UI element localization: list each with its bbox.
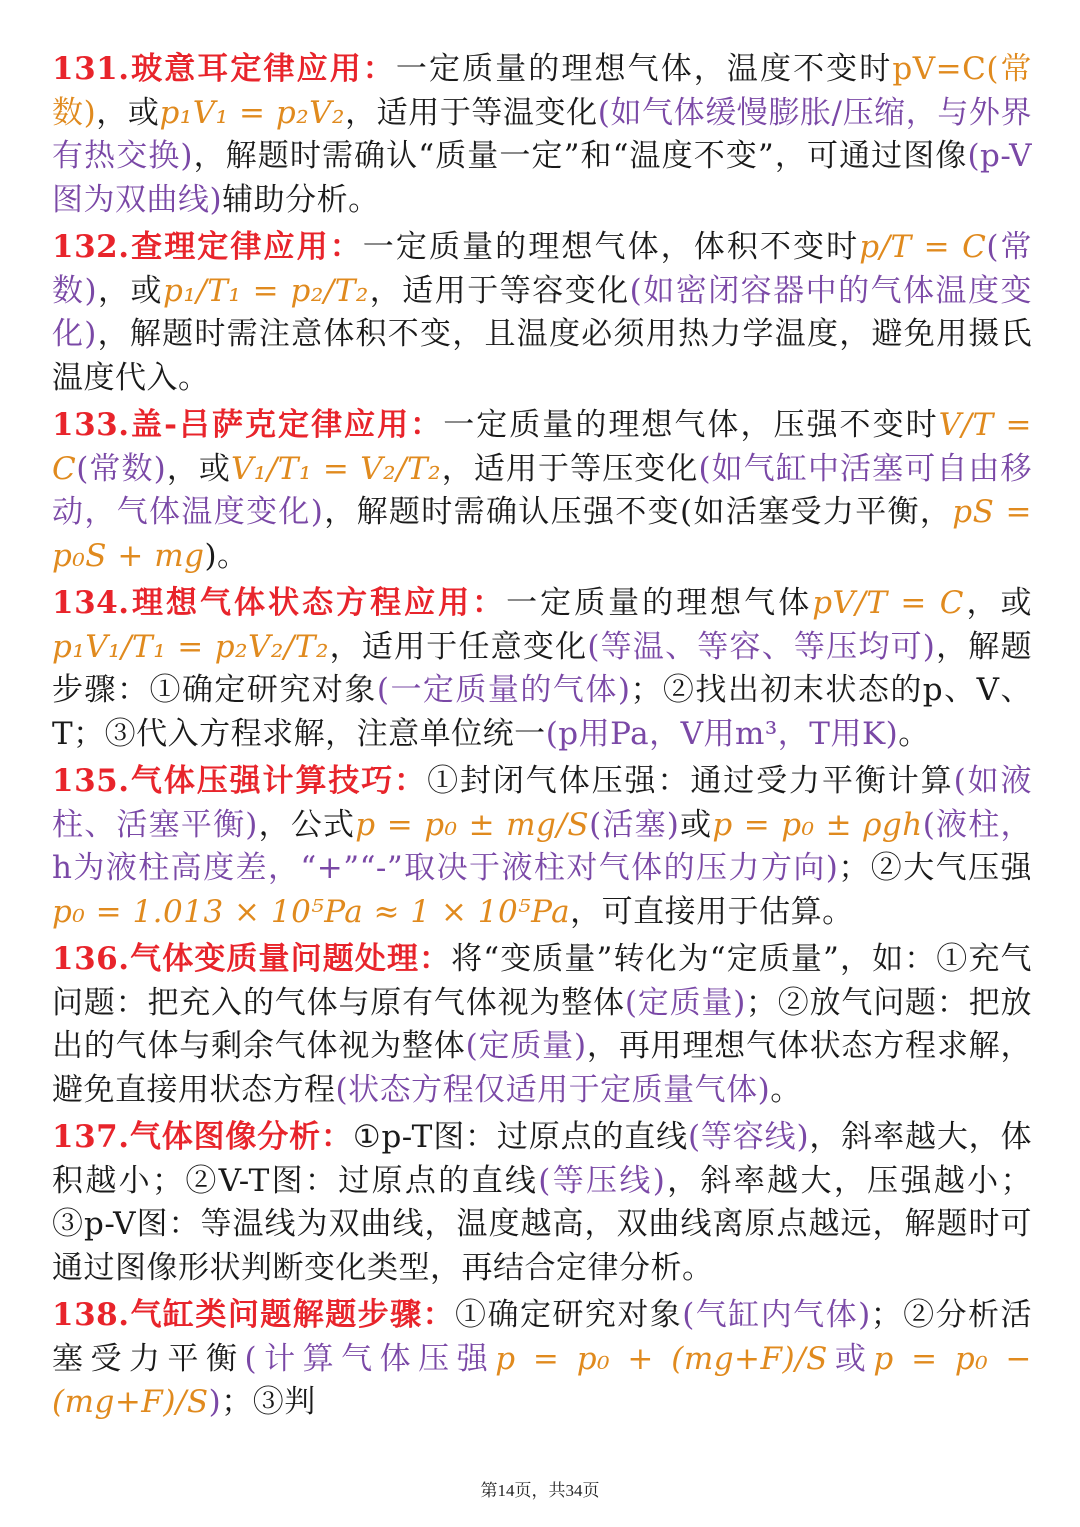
formula: p₁/T₁ = p₂/T₂ [163,272,369,309]
note-text: (状态方程仅适用于定质量气体) [335,1071,771,1108]
body-text: 一定质量的理想气体，压强不变时 [443,407,939,443]
body-text: 将“变质量”转化为“定质量”，如：①充气问题：把充入的气体与原有气体视为整体 [52,941,1032,1021]
body-text: ，适用于等容变化 [368,272,630,309]
body-text: ，或 [166,450,232,487]
item-title: 查理定律应用： [129,229,363,265]
body-text: 一定质量的理想气体，体积不变时 [362,229,860,265]
note-text: (等容线) [687,1119,810,1155]
body-text: 一定质量的理想气体，温度不变时 [395,51,893,87]
body-text: ，或 [96,94,160,131]
note-text: (液柱，h为液柱高度差，“+”“-”取决于液柱对气体的压力方向) [52,806,1032,886]
note-text: (等温、等容、等压均可) [587,628,936,665]
body-text: ，解题时需确认压强不变(如活塞受力平衡， [323,494,953,530]
body-text: ①封闭气体压强：通过受力平衡计算 [427,763,954,799]
body-text: 一定质量的理想气体 [506,585,813,621]
body-text: ，公式 [257,806,356,843]
body-text: ，斜率越大，体积越小；②V-T图：过原点的直线 [52,1119,1033,1199]
body-text: 或 [679,806,713,843]
item-135 [52,760,1032,934]
item-title: 气体图像分析： [129,1119,353,1155]
formula: p₀ = 1.013 × 10⁵Pa ≈ 1 × 10⁵Pa [52,893,571,930]
note-text: (气缸内气体) [682,1297,871,1333]
body-text: ；②找出初末状态的p、V、T；③代入方程求解，注意单位统一 [52,672,1032,752]
body-text: ，适用于等温变化 [344,94,598,131]
body-text: ，适用于等压变化 [441,450,699,487]
item-number: 136. [52,941,130,977]
body-text: pV=C(常数) [52,51,1033,131]
note-text: (计算气体压强 [244,1340,496,1377]
body-text: ，可直接用于估算。 [570,893,854,930]
item-136 [52,938,1032,1112]
item-131 [52,48,1032,222]
body-text: ①确定研究对象 [455,1297,683,1333]
item-137 [52,1116,1032,1290]
body-text: ；②分析活塞受力平衡 [52,1297,1033,1377]
formula: pS = p₀S + mg [52,494,1033,574]
page-footer: 第14页，共34页 [480,1481,600,1500]
formula: V/T = C [52,407,1033,487]
item-title: 理想气体状态方程应用： [129,585,507,621]
item-title: 气缸类问题解题步骤： [129,1297,456,1333]
body-text: ，解题时需确认“质量一定”和“温度不变”，可通过图像 [192,138,968,174]
item-title: 气体压强计算技巧： [129,763,428,799]
note-text: (定质量) [624,984,746,1021]
formula: V₁/T₁ = V₂/T₂ [231,450,442,487]
note-text: (等压线) [538,1162,666,1199]
item-number: 131. [52,51,130,87]
body-text: ，解题时需注意体积不变，且温度必须用热力学温度，避免用摄氏温度代入。 [52,316,1032,396]
formula: p = p₀ ± ρgh [712,806,923,843]
body-text: ，再用理想气体状态方程求解，避免直接用状态方程 [52,1028,1032,1108]
body-text: ，或 [97,272,164,309]
item-number: 135. [52,763,130,799]
body-text: )。 [204,537,249,574]
note-text: (如密闭容器中的气体温度变化) [52,272,1033,352]
note-text: (活塞) [589,806,680,843]
item-133 [52,404,1032,578]
body-text: ①p-T图：过原点的直线 [352,1119,688,1155]
body-text: 。 [898,715,930,752]
item-title: 玻意耳定律应用： [129,51,396,87]
item-number: 134. [52,585,130,621]
formula: p = p₀ ± mg/S [355,806,590,843]
body-text: ；②放气问题：把放出的气体与剩余气体视为整体 [52,984,1033,1064]
note-text: (如液柱、活塞平衡) [52,763,1032,843]
note-text: (如气体缓慢膨胀/压缩，与外界有热交换) [52,94,1033,174]
item-132 [52,226,1032,400]
body-text: ，适用于任意变化 [328,628,588,665]
document-body [52,48,1032,1425]
item-title: 气体变质量问题处理： [129,941,452,977]
item-138 [52,1294,1032,1425]
note-text: 或 [827,1340,874,1377]
formula: p₁V₁ = p₂V₂ [159,94,345,131]
note-text: ) [208,1384,222,1420]
item-number: 138. [52,1297,130,1333]
formula: p = p₀ − (mg+F)/S [52,1340,1033,1420]
note-text: (如气缸中活塞可自由移动，气体温度变化) [52,450,1033,530]
formula: p₁V₁/T₁ = p₂V₂/T₂ [52,628,329,665]
item-number: 133. [52,407,130,443]
body-text: ，解题步骤：①确定研究对象 [52,628,1033,708]
body-text: 辅助分析。 [222,181,380,218]
note-text: (p-V图为双曲线) [52,138,1032,218]
formula: p = p₀ + (mg+F)/S [495,1340,828,1377]
note-text: (常数) [52,229,1033,309]
body-text: 。 [770,1071,802,1108]
item-number: 132. [52,229,130,265]
body-text: ，或 [963,585,1033,621]
formula: pV/T = C [812,585,964,621]
item-title: 盖-吕萨克定律应用： [129,407,444,443]
note-text: (p用Pa，V用m³，T用K) [545,715,899,752]
item-134 [52,582,1032,756]
note-text: (一定质量的气体) [376,672,631,708]
note-text: (定质量) [465,1028,587,1064]
body-text: ；②大气压强 [838,850,1033,886]
note-text: (常数) [76,450,167,487]
formula: p/T = C [859,229,987,265]
body-text: ；③判 [221,1384,316,1420]
body-text: ，斜率越大，压强越小；③p-V图：等温线为双曲线，温度越高，双曲线离原点越远，解题时可通过图像形状判断变化类型，再结合定律分析。 [52,1162,1032,1286]
item-number: 137. [52,1119,130,1155]
